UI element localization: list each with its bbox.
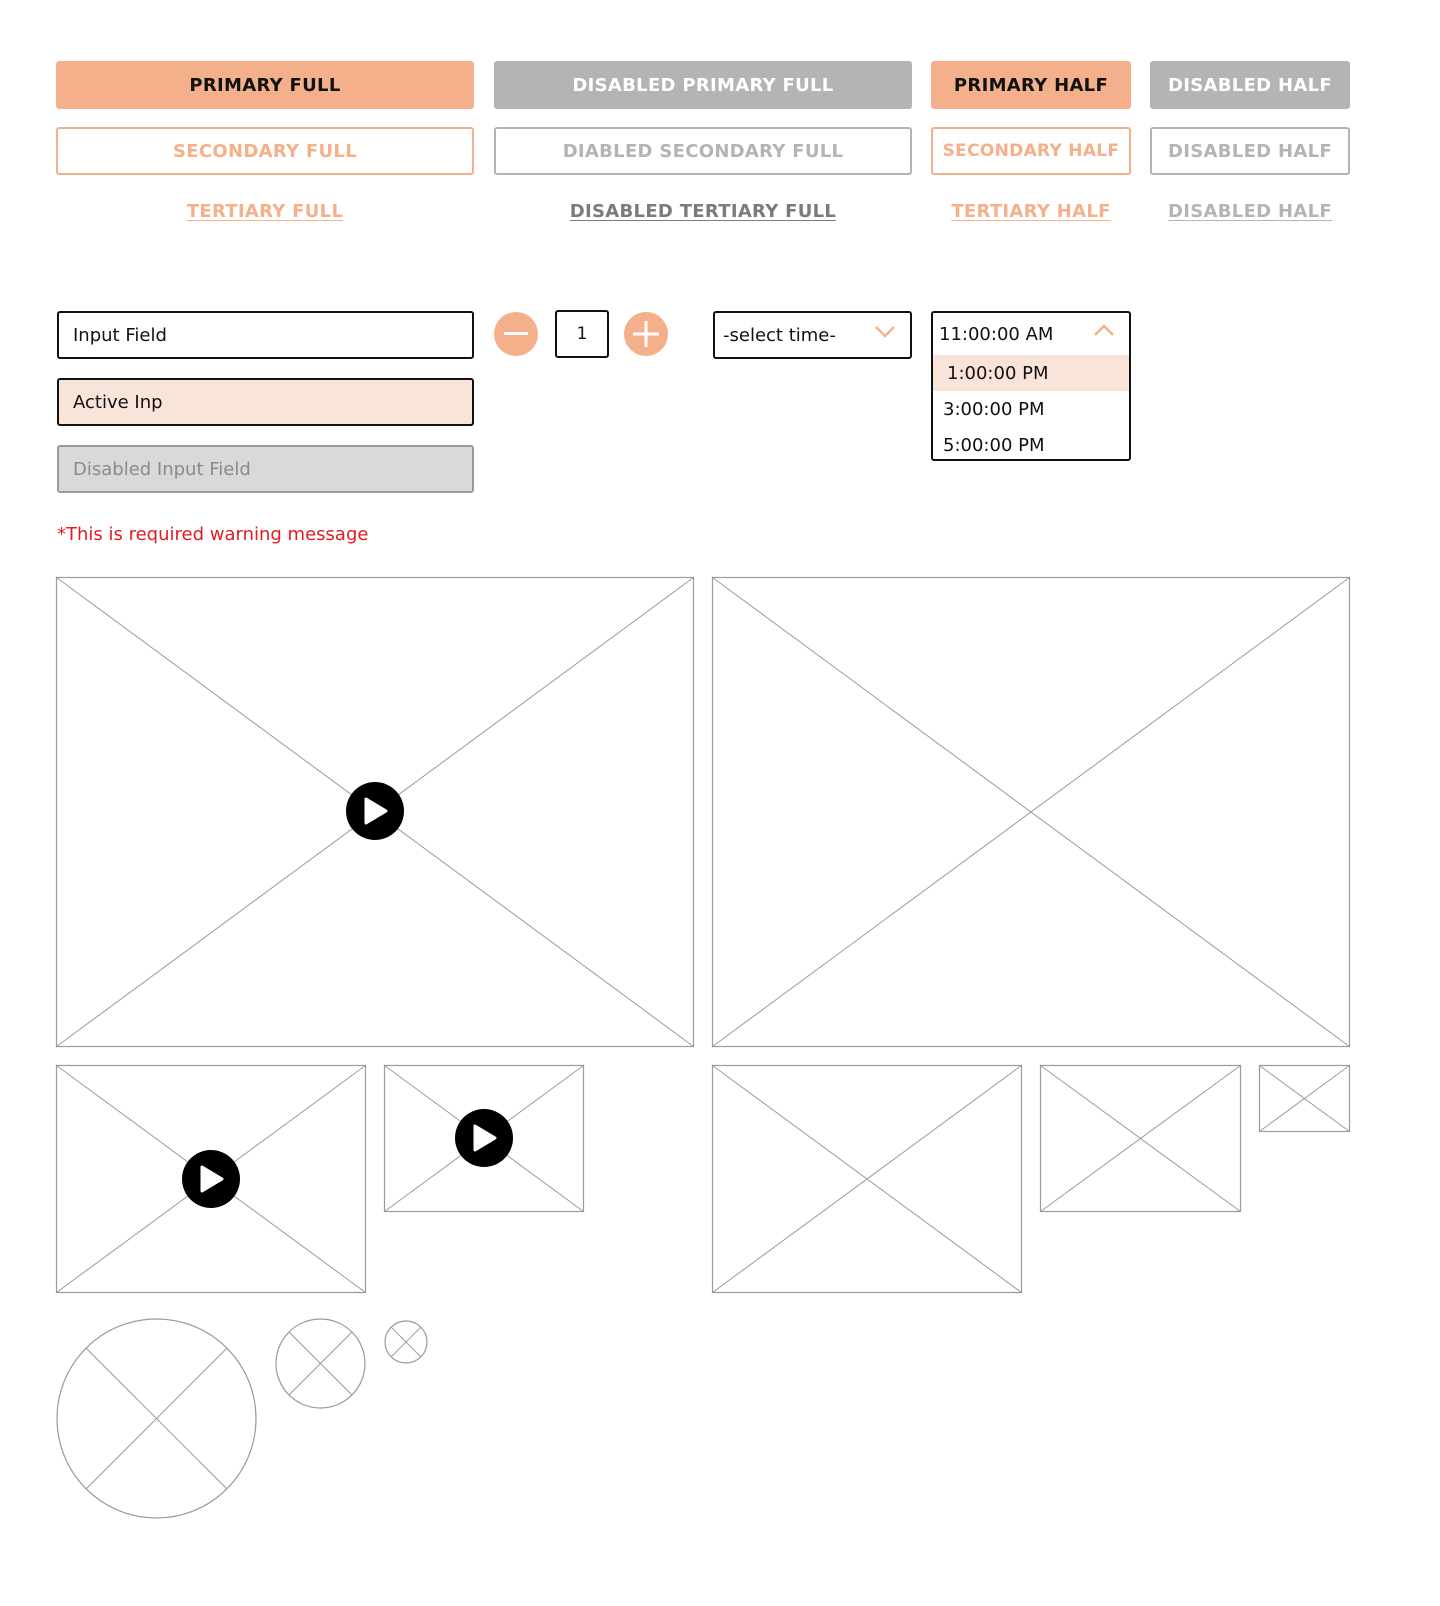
plus-icon [633,321,659,347]
disabled-tertiary-full-button: DISABLED TERTIARY FULL [569,200,837,222]
avatar-placeholder-medium [275,1318,366,1409]
avatar-placeholder-large [56,1318,257,1519]
disabled-secondary-full-button: DIABLED SECONDARY FULL [494,127,912,175]
avatar-placeholder-icon [275,1318,366,1409]
avatar-placeholder-small [384,1320,428,1364]
play-icon [471,1124,497,1152]
minus-icon [504,332,528,336]
image-placeholder-icon [712,1065,1022,1293]
image-placeholder-medium [712,1065,1022,1293]
image-placeholder-tiny [1259,1065,1350,1132]
chevron-down-icon [874,325,896,339]
image-placeholder-icon [1040,1065,1241,1212]
input-field[interactable]: Input Field [57,311,474,359]
time-dropdown-current-value: 11:00:00 AM [939,323,1054,345]
avatar-placeholder-icon [56,1318,257,1519]
disabled-input-field: Disabled Input Field [57,445,474,493]
time-option[interactable]: 3:00:00 PM [943,398,1045,420]
disabled-secondary-half-button: DISABLED HALF [1150,127,1350,175]
play-icon [362,797,388,825]
time-option[interactable]: 1:00:00 PM [933,355,1129,391]
image-placeholder-small [1040,1065,1241,1212]
play-button[interactable] [455,1109,513,1167]
avatar-placeholder-icon [384,1320,428,1364]
tertiary-full-button[interactable]: TERTIARY FULL [186,200,344,222]
secondary-half-button[interactable]: SECONDARY HALF [931,127,1131,175]
quantity-plus-button[interactable] [624,312,668,356]
play-icon [198,1165,224,1193]
play-button[interactable] [182,1150,240,1208]
time-dropdown-current[interactable] [933,313,1129,355]
image-placeholder-large [712,577,1350,1047]
time-dropdown-open[interactable] [931,311,1131,461]
disabled-tertiary-half-button: DISABLED HALF [1168,200,1332,222]
select-time-dropdown[interactable] [713,311,912,359]
play-button[interactable] [346,782,404,840]
secondary-full-button[interactable]: SECONDARY FULL [56,127,474,175]
quantity-value[interactable]: 1 [555,310,609,358]
primary-half-button[interactable]: PRIMARY HALF [931,61,1131,109]
quantity-minus-button[interactable] [494,312,538,356]
chevron-up-icon [1093,323,1115,337]
disabled-half-button: DISABLED HALF [1150,61,1350,109]
tertiary-half-button[interactable]: TERTIARY HALF [951,200,1111,222]
select-time-placeholder: -select time- [723,324,836,346]
disabled-primary-full-button: DISABLED PRIMARY FULL [494,61,912,109]
image-placeholder-icon [1259,1065,1350,1132]
active-input-field[interactable]: Active Inp [57,378,474,426]
required-warning-message: *This is required warning message [57,524,369,545]
image-placeholder-icon [712,577,1350,1047]
time-option[interactable]: 5:00:00 PM [943,434,1045,456]
primary-full-button[interactable]: PRIMARY FULL [56,61,474,109]
